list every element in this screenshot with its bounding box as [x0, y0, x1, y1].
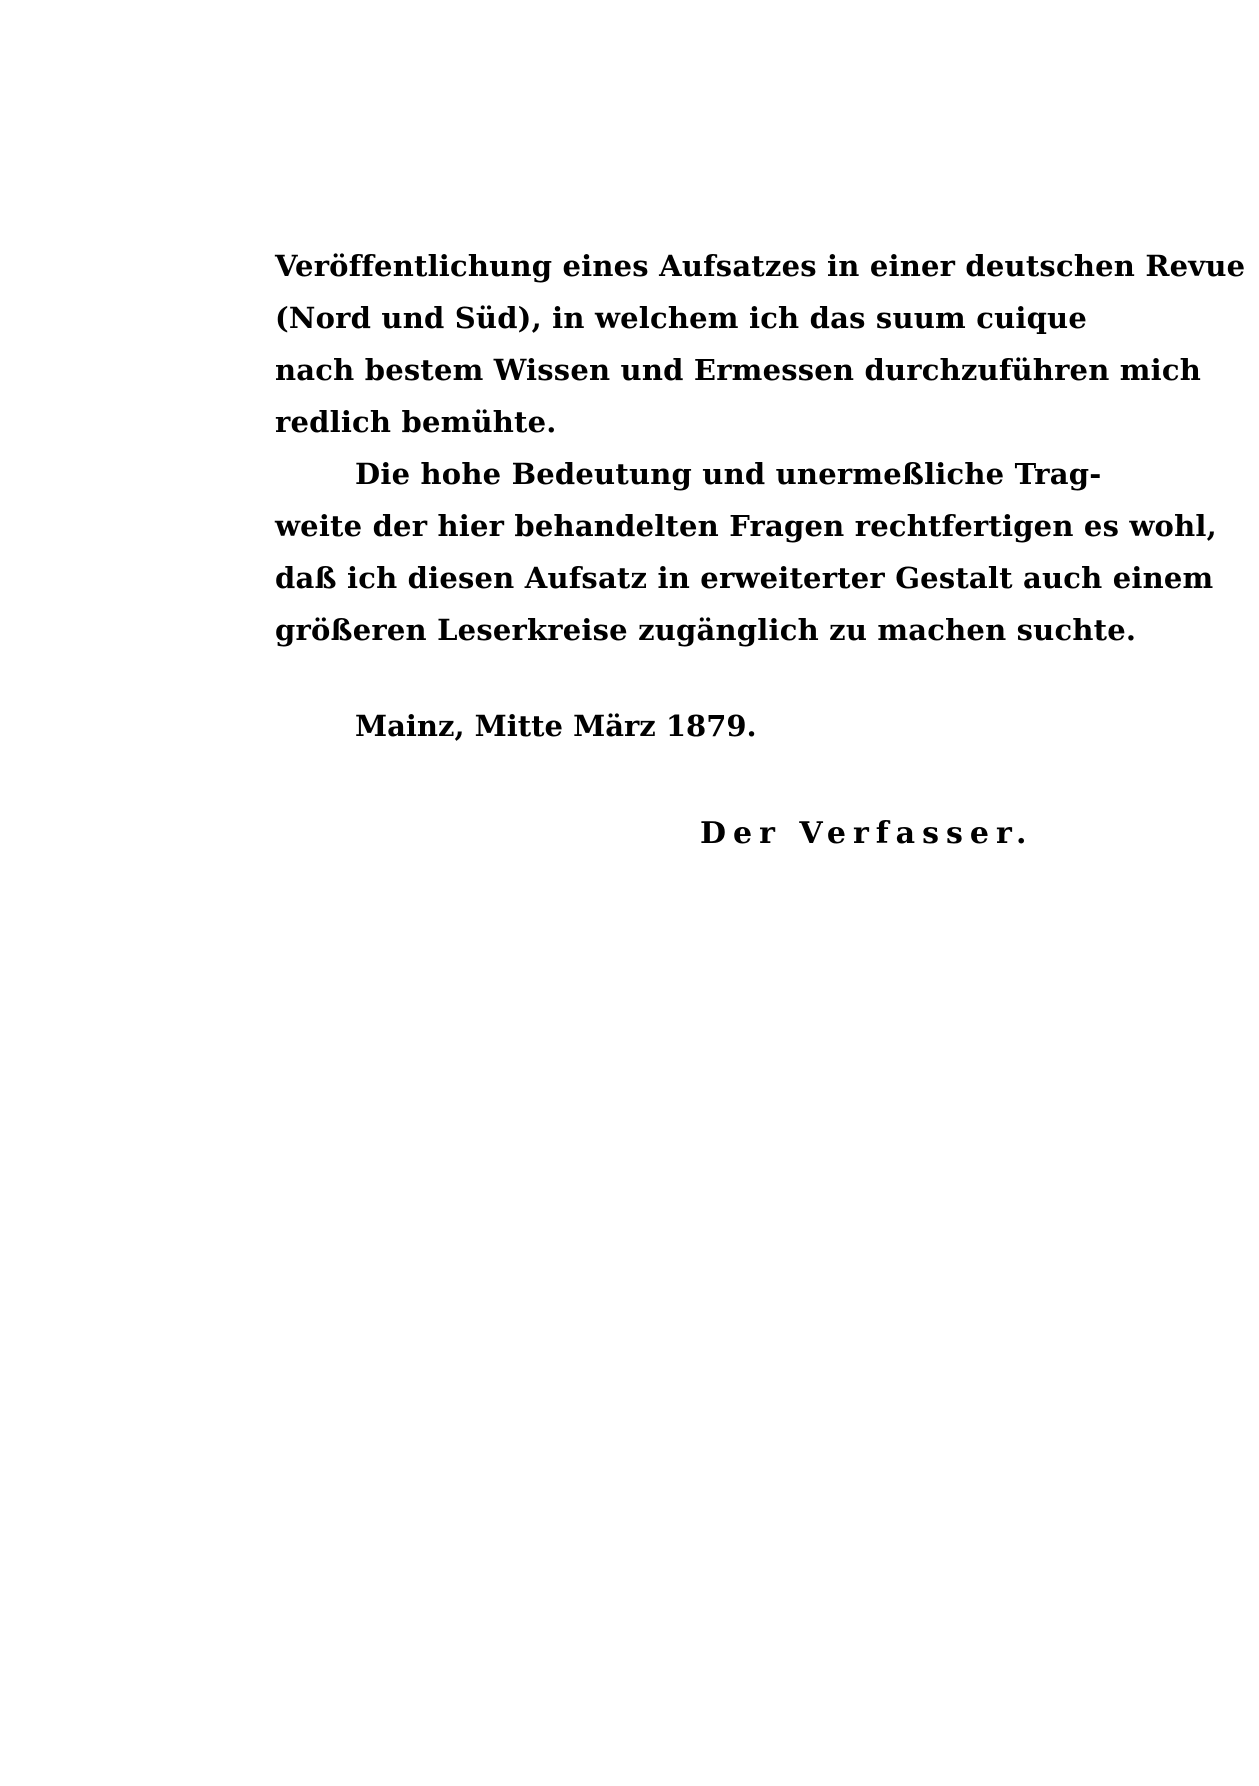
paragraph-2 [275, 448, 1217, 656]
text-line: Die hohe Bedeutung und unermeßliche Trag- [355, 457, 1102, 491]
text-line: daß ich diesen Aufsatz in erweiterter Gestalt auch einem [275, 561, 1214, 595]
body-text [275, 240, 1246, 656]
text-line: Veröffentlichung eines Aufsatzes in einer deutschen Revue [275, 249, 1246, 283]
text-line: nach bestem Wissen und Ermessen durchzuführen mich [275, 353, 1202, 387]
place-date-line: Mainz, Mitte März 1879. [355, 709, 757, 743]
text-line: redlich bemühte. [275, 405, 557, 439]
author-signature: Der Verfasser. [700, 816, 1034, 851]
text-line: (Nord und Süd), in welchem ich das suum cuique [275, 301, 1087, 335]
text-line: größeren Leserkreise zugänglich zu machen suchte. [275, 613, 1137, 647]
paragraph-1 [275, 240, 1246, 448]
text-line: weite der hier behandelten Fragen rechtfertigen es wohl, [275, 509, 1217, 543]
